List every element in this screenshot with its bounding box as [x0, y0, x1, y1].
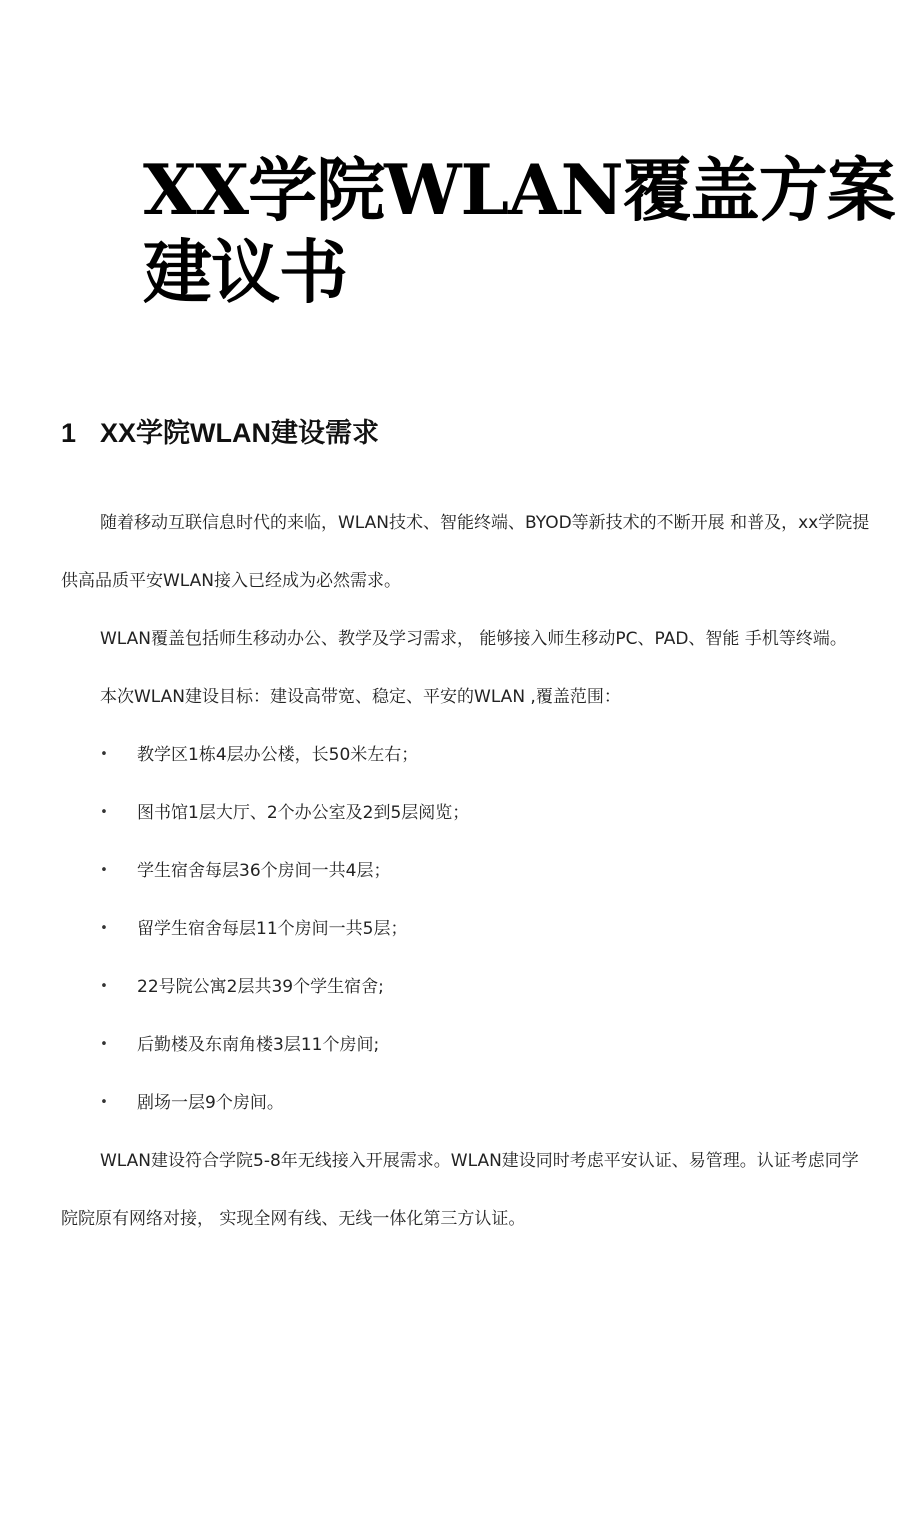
closing-paragraph: WLAN建设符合学院5-8年无线接入开展需求。WLAN建设同时考虑平安认证、易管理。认证考虑同学院院原有网络对接， 实现全网有线、无线一体化第三方认证。: [61, 1151, 859, 1229]
title-line-2: 建议书: [143, 232, 347, 313]
bullet-icon: •: [100, 863, 108, 878]
bullet-icon: •: [100, 805, 108, 820]
goal-paragraph: 本次WLAN建设目标：建设高带宽、稳定、平安的WLAN ,覆盖范围：: [100, 687, 621, 707]
list-item-text: 留学生宿舍每层11个房间一共5层；: [137, 919, 408, 939]
section-heading: [61, 413, 379, 453]
list-item: [61, 958, 871, 1016]
list-item-text: 后勤楼及东南角楼3层11个房间;: [137, 1035, 380, 1055]
list-item: [61, 842, 871, 900]
section-heading-text: XX学院WLAN建设需求: [100, 418, 379, 448]
list-item: [61, 900, 871, 958]
coverage-scope-list: [61, 726, 871, 1132]
list-item-text: 图书馆1层大厅、2个办公室及2到5层阅览；: [137, 803, 470, 823]
section-body: [61, 494, 871, 1248]
list-item-text: 22号院公寓2层共39个学生宿舍;: [137, 977, 384, 997]
list-item: [61, 726, 871, 784]
document-title: [143, 150, 895, 314]
title-line-1: XX学院WLAN覆盖方案: [143, 150, 895, 231]
list-item-text: 剧场一层9个房间。: [137, 1093, 284, 1113]
list-item: [61, 1016, 871, 1074]
section-number: 1: [61, 418, 77, 448]
bullet-icon: •: [100, 747, 108, 762]
bullet-icon: •: [100, 921, 108, 936]
bullet-icon: •: [100, 1095, 108, 1110]
bullet-icon: •: [100, 1037, 108, 1052]
bullet-icon: •: [100, 979, 108, 994]
intro-paragraph: 随着移动互联信息时代的来临，WLAN技术、智能终端、BYOD等新技术的不断开展 和普及，xx学院提供高品质平安WLAN接入已经成为必然需求。: [61, 513, 870, 591]
list-item: [61, 784, 871, 842]
list-item-text: 学生宿舍每层36个房间一共4层；: [137, 861, 391, 881]
list-item-text: 教学区1栋4层办公楼，长50米左右；: [137, 745, 419, 765]
coverage-paragraph: WLAN覆盖包括师生移动办公、教学及学习需求， 能够接入师生移动PC、PAD、智能 手机等终端。: [100, 629, 847, 649]
list-item: [61, 1074, 871, 1132]
